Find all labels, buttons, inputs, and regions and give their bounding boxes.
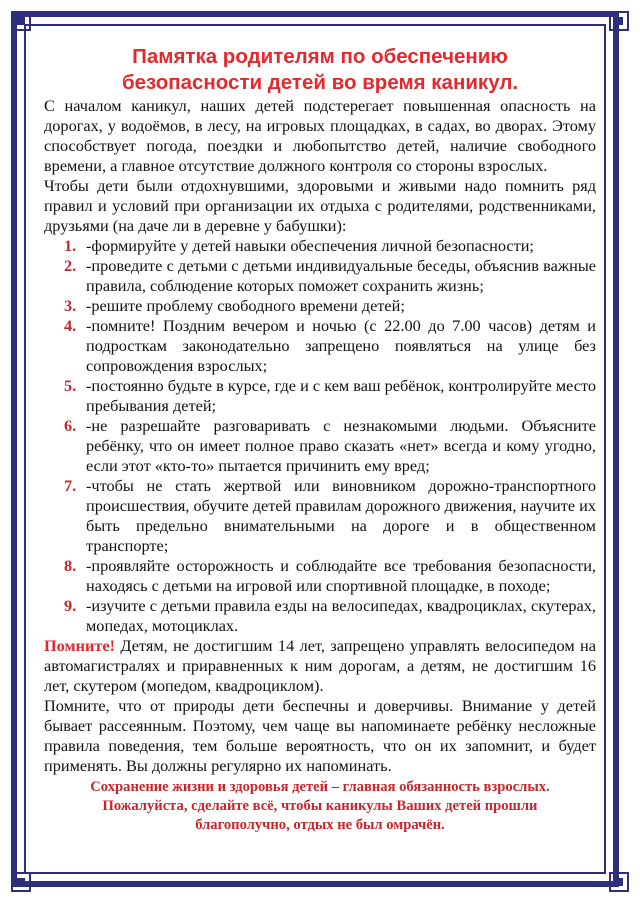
- rule-item: [64, 316, 596, 376]
- rule-number: 8.: [64, 556, 77, 575]
- rule-item: [64, 596, 596, 636]
- rule-text: -изучите с детьми правила езды на велосипедах, квадроциклах, скутерах, мопедах, мотоциклах.: [86, 596, 596, 635]
- rule-text: -проведите с детьми с детьми индивидуальные беседы, объяснив важные правила, соблюдение которых поможет сохранить жизнь;: [86, 256, 596, 295]
- rule-item: [64, 476, 596, 556]
- rule-number: 2.: [64, 256, 77, 275]
- rule-item: [64, 376, 596, 416]
- title-line-1: Памятка родителям по обеспечению: [132, 45, 508, 68]
- rule-text: -не разрешайте разговаривать с незнакомыми людьми. Объясните ребёнку, что он имеет полное право сказать «нет» всегда и кому угодно, если этот «кто-то» пытается причинить ему вред;: [86, 416, 596, 475]
- intro-paragraph-2: Чтобы дети были отдохнувшими, здоровыми и живыми надо помнить ряд правил и условий при организации их отдыха с родителями, родственниками, друзьями (на даче ли в деревне у бабушки):: [44, 176, 596, 235]
- intro-paragraph-1: С началом каникул, наших детей подстерегает повышенная опасность на дорогах, у водоёмов, в лесу, на игровых площадках, в садах, во дворах. Этому способствует погода, поездки и любопытство детей, наличие свободного времени, а главное отсутствие должного контроля со стороны взрослых.: [44, 96, 596, 175]
- rule-item: [64, 256, 596, 296]
- warning-text: Детям, не достигшим 14 лет, запрещено управлять велосипедом на автомагистралях и приравненных к ним дорогам, а детям, не достигшим 16 лет, скутером (мопедом, квадроциклом).: [44, 636, 596, 695]
- closing-paragraph: Помните, что от природы дети беспечны и доверчивы. Внимание у детей бывает рассеянным. Поэтому, чем чаще вы напоминаете ребёнку несложные правила поведения, тем больше вероятность, что он их запомнит, и будет применять. Вы должны регулярно их напоминать.: [44, 696, 596, 775]
- rule-text: -помните! Поздним вечером и ночью (с 22.00 до 7.00 часов) детям и подросткам законодательно запрещено появляться на улице без сопровождения взрослых;: [86, 316, 596, 375]
- footer-line-3: благополучно, отдых не был омрачён.: [195, 817, 445, 833]
- footer-line-2: Пожалуйста, сделайте всё, чтобы каникулы Ваших детей прошли: [102, 798, 538, 814]
- footer-note: [44, 778, 596, 835]
- rule-number: 7.: [64, 476, 77, 495]
- rule-number: 9.: [64, 596, 77, 615]
- rule-number: 4.: [64, 316, 77, 335]
- corner-ornament-icon: [10, 10, 32, 32]
- rule-number: 5.: [64, 376, 77, 395]
- footer-line-1: Сохранение жизни и здоровья детей – главная обязанность взрослых.: [90, 779, 550, 795]
- rule-item: [64, 556, 596, 596]
- rule-item: [64, 236, 596, 256]
- rule-text: -постоянно будьте в курсе, где и с кем ваш ребёнок, контролируйте место пребывания детей;: [86, 376, 596, 415]
- rules-list: [44, 236, 596, 636]
- corner-ornament-icon: [608, 10, 630, 32]
- corner-ornament-icon: [10, 871, 32, 893]
- rule-text: -формируйте у детей навыки обеспечения личной безопасности;: [86, 236, 534, 255]
- rule-number: 6.: [64, 416, 77, 435]
- corner-ornament-icon: [608, 871, 630, 893]
- rule-item: [64, 296, 596, 316]
- title-line-2: безопасности детей во время каникул.: [121, 71, 519, 94]
- rule-text: -проявляйте осторожность и соблюдайте все требования безопасности, находясь с детьми на игровой или спортивной площадке, в походе;: [86, 556, 596, 595]
- warning-label: Помните!: [44, 636, 115, 655]
- memo-content: [44, 44, 596, 835]
- rule-number: 1.: [64, 236, 77, 255]
- rule-text: -чтобы не стать жертвой или виновником дорожно-транспортного происшествия, обучите детей правилам дорожного движения, научите их быть предельно внимательными на дороге и в общественном транспорте;: [86, 476, 596, 555]
- page-title: [44, 44, 596, 96]
- warning-paragraph: [44, 636, 596, 696]
- rule-number: 3.: [64, 296, 77, 315]
- rule-item: [64, 416, 596, 476]
- rule-text: -решите проблему свободного времени детей;: [86, 296, 405, 315]
